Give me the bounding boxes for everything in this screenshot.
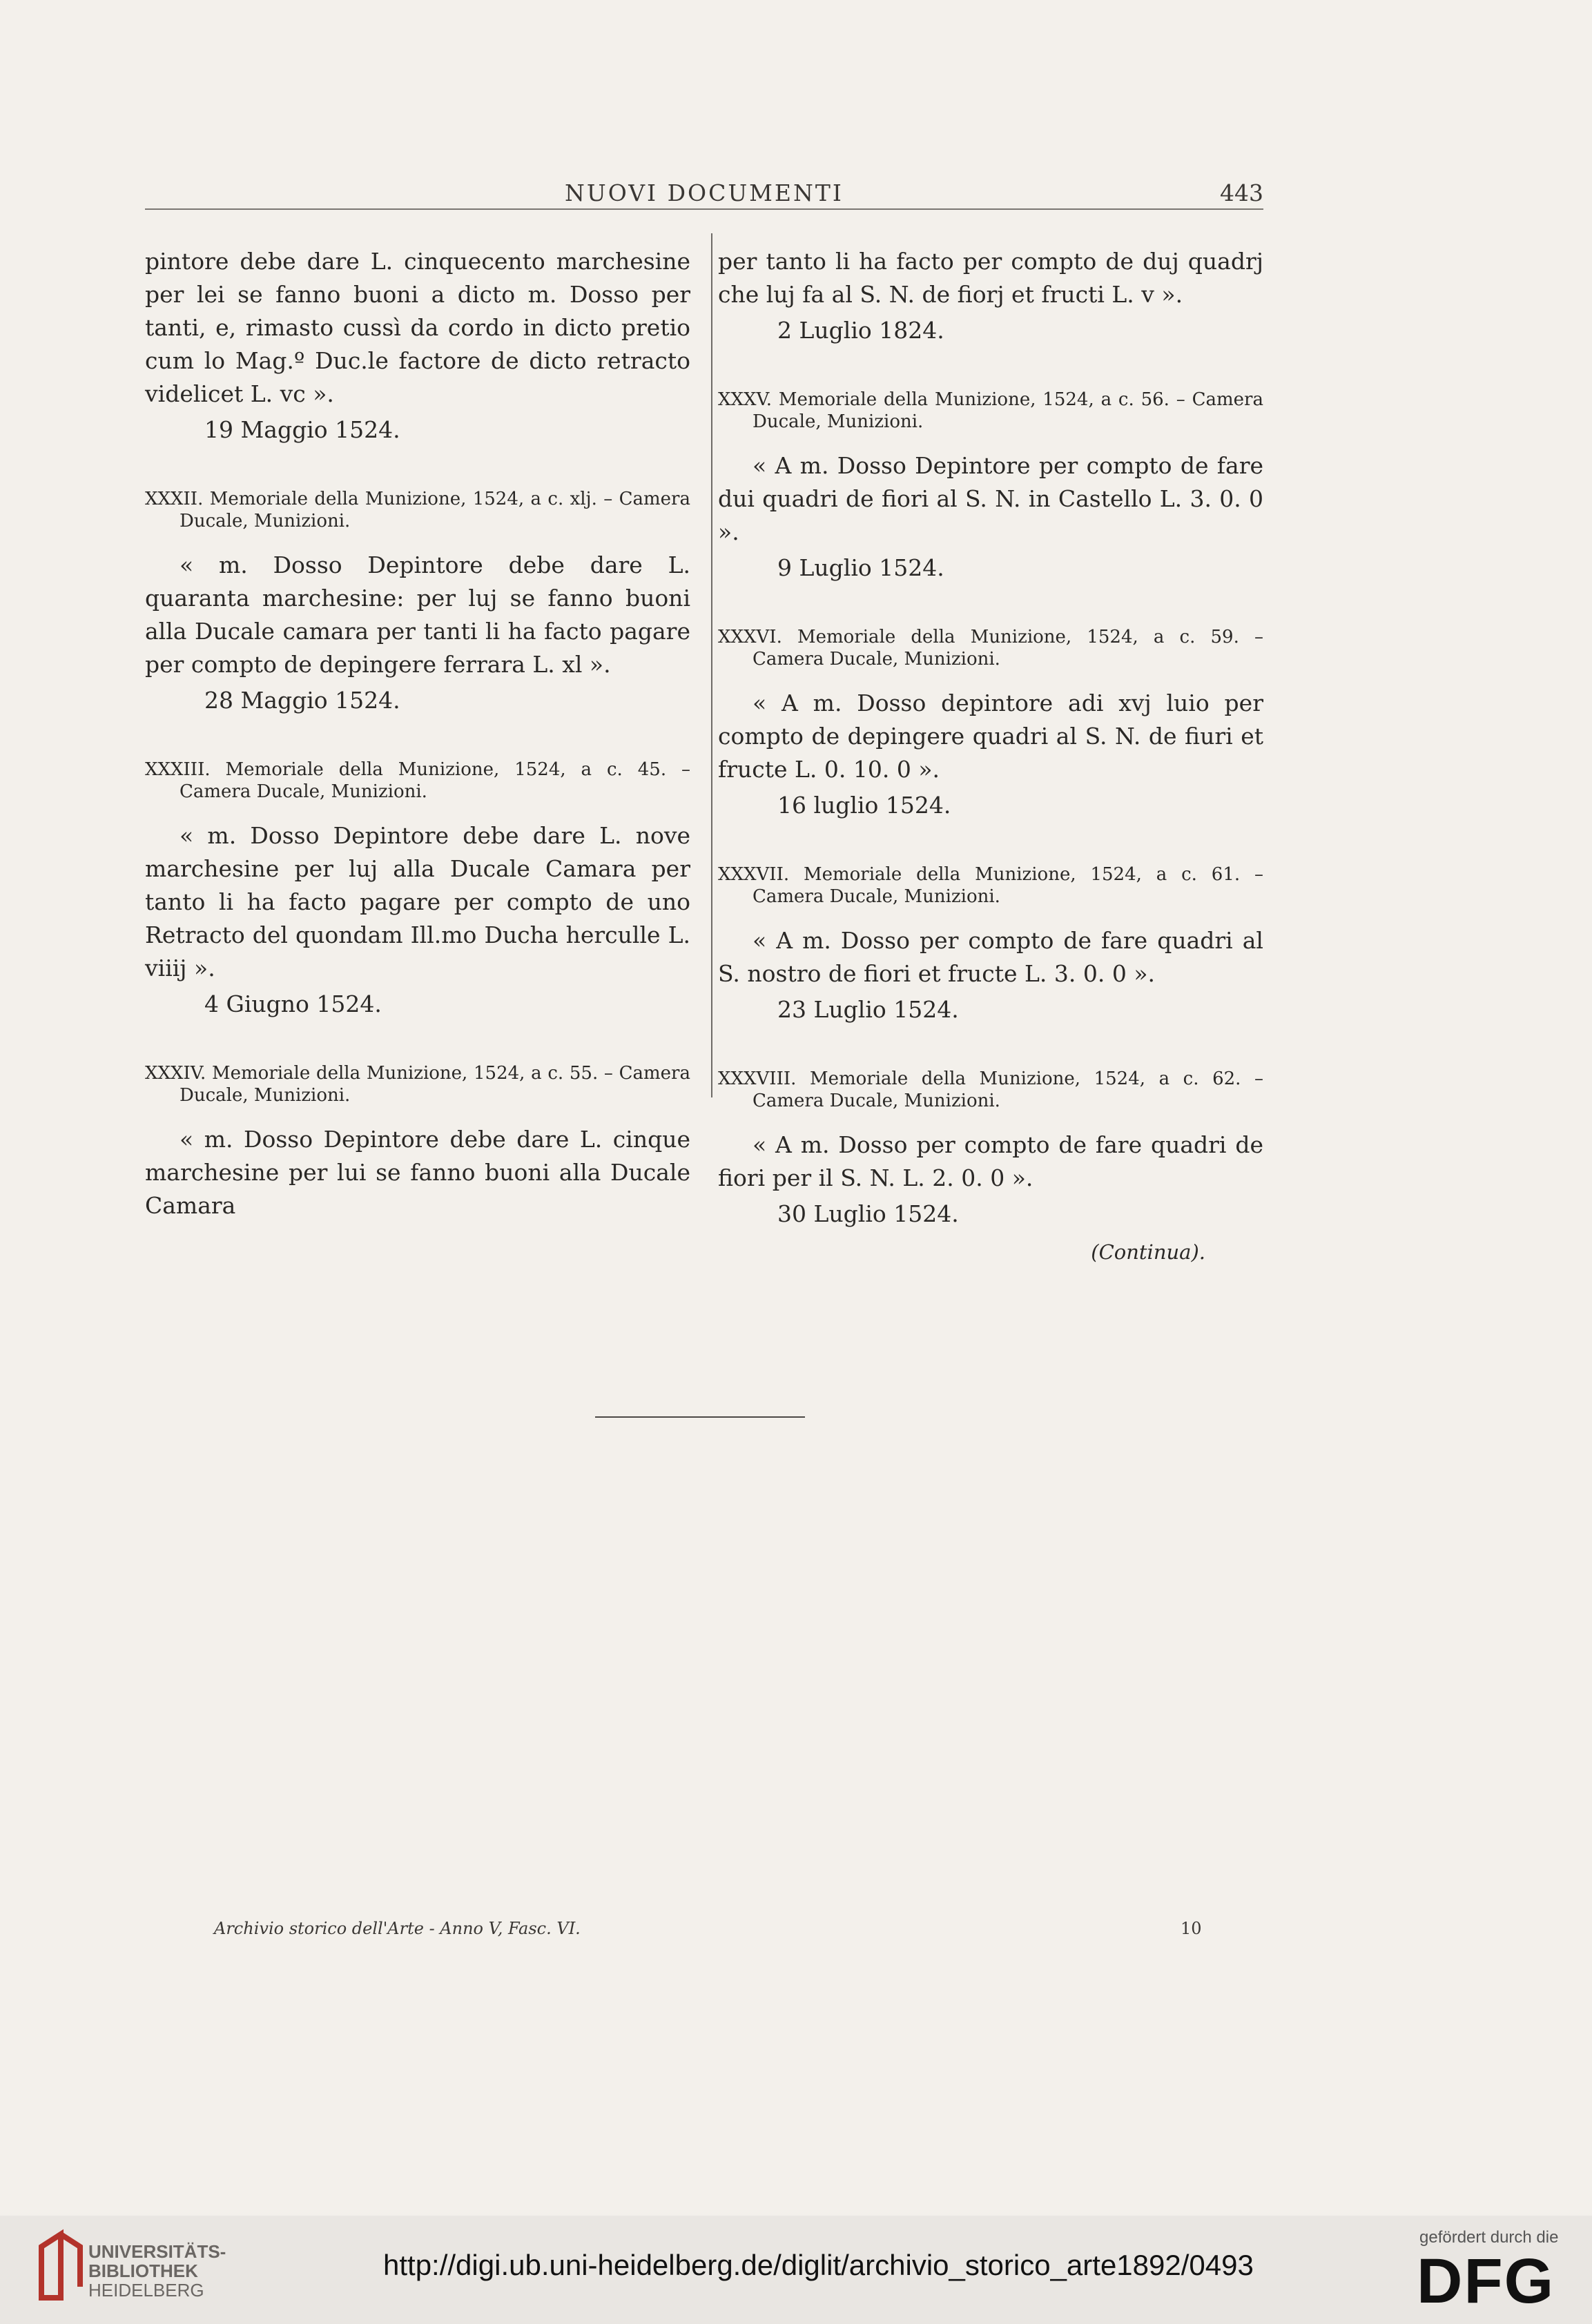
dfg-logo-text: DFG: [1417, 2249, 1555, 2311]
entry-text: « A m. Dosso Depintore per compto de fare dui quadri de fiori al S. N. in Castello L. 3. 0. 0 ».: [718, 452, 1263, 545]
footer-source: Archivio storico dell'Arte - Anno V, Fasc. VI.: [214, 1919, 581, 1938]
entry-date: 16 luglio 1524.: [777, 792, 951, 819]
entry-date: 30 Luglio 1524.: [777, 1200, 959, 1227]
continued-note: (Continua).: [1091, 1240, 1205, 1264]
left-column: [145, 245, 690, 1222]
entry-date: 23 Luglio 1524.: [777, 996, 959, 1023]
entry-text: « m. Dosso Depintore debe dare L. cinque marchesine per lui se fanno buoni alla Ducale Camara: [145, 1126, 690, 1219]
entry-heading: XXXII. Memoriale della Munizione, 1524, a c. xlj. – Camera Ducale, Munizioni.: [145, 489, 690, 531]
continuation-paragraph: pintore debe dare L. cinquecento marchesine per lei se fanno buoni a dicto m. Dosso per tanti, e, rimasto cussì da cordo in dicto pretio cum lo Mag.º Duc.le factore de dicto retracto videlicet L. vc ».: [145, 248, 690, 407]
library-name: [88, 2242, 226, 2300]
column-divider: [711, 233, 712, 1097]
entry-date: 2 Luglio 1824.: [777, 317, 944, 344]
permalink-url[interactable]: http://digi.ub.uni-heidelberg.de/diglit/archivio_storico_arte1892/0493: [383, 2249, 1254, 2281]
entry-heading: XXXVI. Memoriale della Munizione, 1524, a c. 59. – Camera Ducale, Munizioni.: [718, 627, 1263, 670]
entry-date: 9 Luglio 1524.: [777, 554, 944, 581]
running-head: [145, 178, 1263, 210]
right-column: [718, 245, 1263, 1284]
closing-rule: [595, 1416, 805, 1418]
entry-text: « A m. Dosso per compto de fare quadri al S. nostro de fiori et fructe L. 3. 0. 0 ».: [718, 927, 1263, 987]
entry-date: 19 Maggio 1524.: [204, 416, 400, 443]
entry-heading: XXXVII. Memoriale della Munizione, 1524, a c. 61. – Camera Ducale, Munizioni.: [718, 864, 1263, 907]
entry-heading: XXXIII. Memoriale della Munizione, 1524, a c. 45. – Camera Ducale, Munizioni.: [145, 759, 690, 802]
entry-text: « A m. Dosso per compto de fare quadri de fiori per il S. N. L. 2. 0. 0 ».: [718, 1131, 1263, 1191]
footer-signature: 10: [1181, 1919, 1202, 1938]
entry-text: « A m. Dosso depintore adi xvj luio per compto de depingere quadri al S. N. de fiuri et fructe L. 0. 10. 0 ».: [718, 690, 1263, 783]
running-head-title: NUOVI DOCUMENTI: [565, 179, 844, 206]
continuation-paragraph: per tanto li ha facto per compto de duj quadrj che luj fa al S. N. de fiorj et fructi L. v ».: [718, 248, 1263, 308]
entry-heading: XXXVIII. Memoriale della Munizione, 1524, a c. 62. – Camera Ducale, Munizioni.: [718, 1068, 1263, 1111]
entry-text: « m. Dosso Depintore debe dare L. quaranta marchesine: per luj se fanno buoni alla Ducale camara per tanti li ha facto pagare per compto de depingere ferrara L. xl ».: [145, 551, 690, 678]
entry-heading: XXXIV. Memoriale della Munizione, 1524, a c. 55. – Camera Ducale, Munizioni.: [145, 1063, 690, 1106]
entry-date: 4 Giugno 1524.: [204, 990, 382, 1017]
entry-text: « m. Dosso Depintore debe dare L. nove marchesine per luj alla Ducale Camara per tanto li ha facto pagare per compto de uno Retracto del quondam Ill.mo Ducha herculle L. viiij ».: [145, 822, 690, 982]
university-library-logo-icon: [28, 2226, 97, 2309]
dfg-logo-icon: [1414, 2249, 1571, 2311]
page-number: 443: [1220, 179, 1263, 206]
library-name-line: UNIVERSITÄTS-: [88, 2241, 226, 2262]
library-name-line: HEIDELBERG: [88, 2280, 204, 2301]
library-name-line: BIBLIOTHEK: [88, 2260, 198, 2281]
entry-heading: XXXV. Memoriale della Munizione, 1524, a c. 56. – Camera Ducale, Munizioni.: [718, 389, 1263, 432]
funding-text: gefördert durch die: [1419, 2228, 1559, 2247]
entry-date: 28 Maggio 1524.: [204, 687, 400, 714]
